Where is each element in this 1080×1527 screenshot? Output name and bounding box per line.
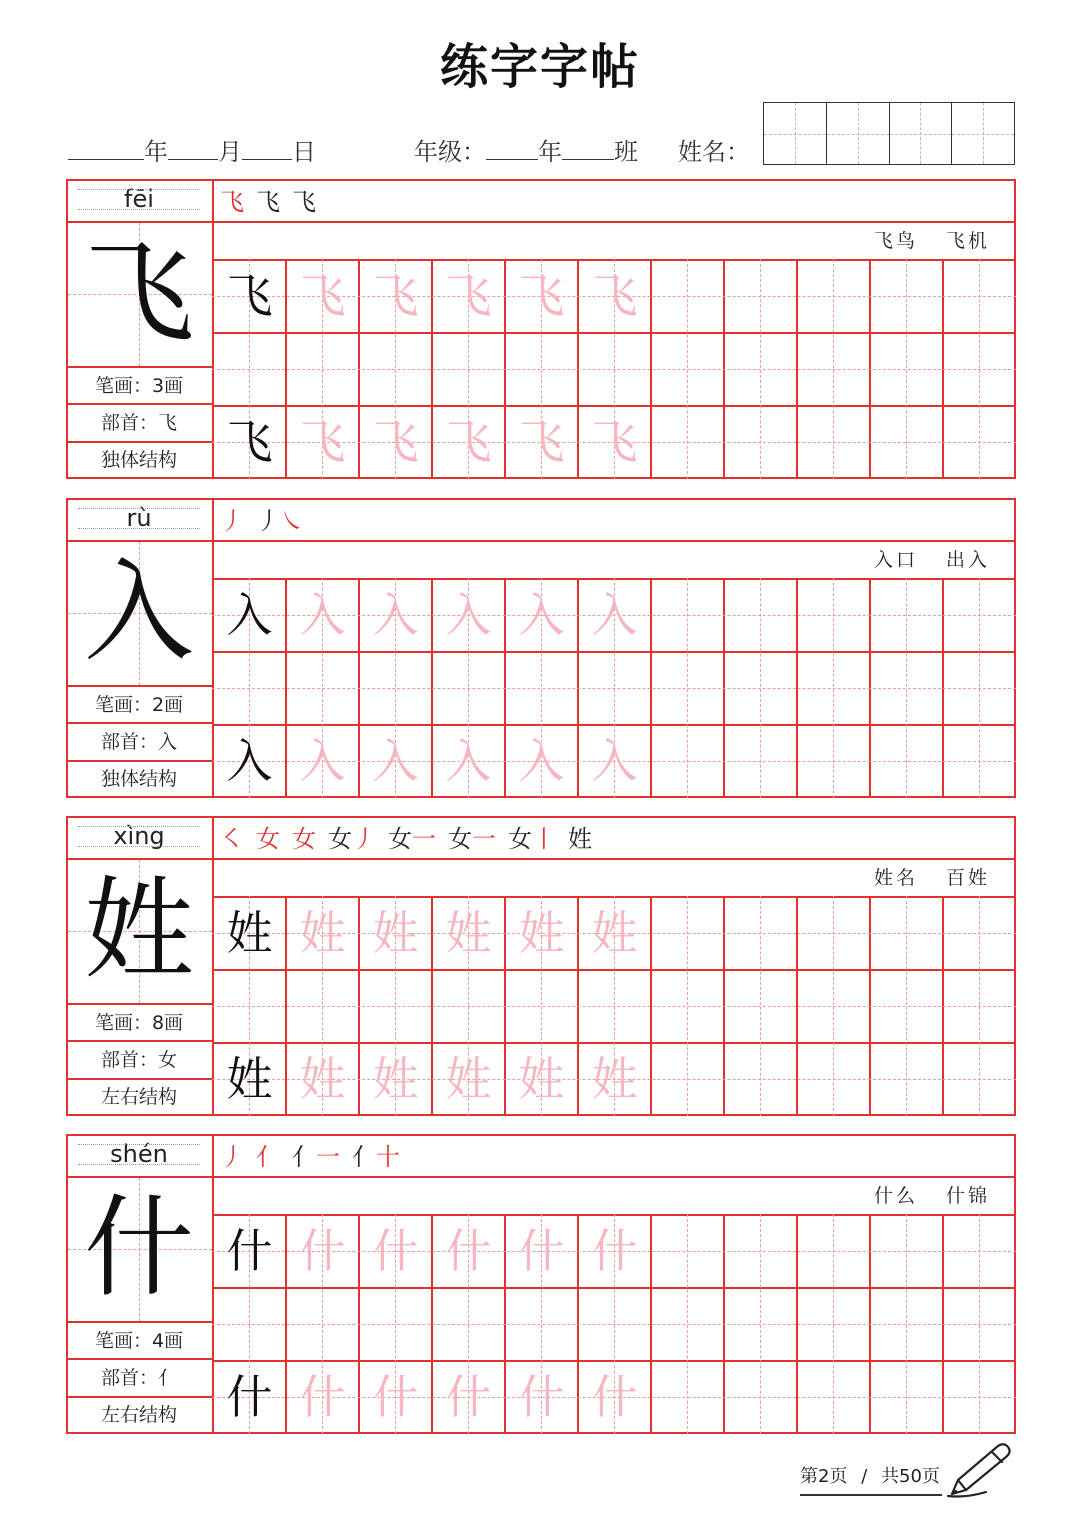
- guide-line: [687, 896, 688, 1116]
- model-character: 入: [226, 734, 273, 788]
- pinyin: rù: [126, 504, 152, 532]
- name-label: 姓名：: [678, 138, 750, 166]
- radical: 部首：女: [100, 1049, 177, 1071]
- class-line[interactable]: [414, 132, 638, 167]
- grade-label: 年级：: [414, 138, 486, 166]
- stroke-new: 丿: [352, 825, 376, 853]
- stroke-old: 丿: [256, 507, 280, 535]
- stroke-step: [220, 183, 244, 221]
- stroke-step: [508, 820, 556, 858]
- stroke-new: 丿: [220, 1143, 244, 1171]
- model-character: 什: [226, 1224, 273, 1278]
- stroke-new: ㇏: [280, 507, 304, 535]
- structure: 左右结构: [100, 1086, 177, 1108]
- stroke-old: 飞: [292, 188, 316, 216]
- trace-character: 姓: [591, 906, 638, 960]
- trace-character: 什: [299, 1370, 346, 1424]
- pinyin-guide: [78, 209, 200, 210]
- stroke-order: [220, 502, 316, 540]
- stroke-step: [256, 1138, 280, 1176]
- trace-character: 入: [445, 588, 492, 642]
- trace-character: 飞: [591, 415, 638, 469]
- month-label: 月: [218, 138, 242, 166]
- pinyin: shén: [110, 1140, 168, 1168]
- trace-character: 什: [591, 1224, 638, 1278]
- stroke-new: 丨: [532, 825, 556, 853]
- trace-character: 入: [518, 734, 565, 788]
- grid-line: [1014, 498, 1016, 798]
- guide-line: [833, 578, 834, 798]
- trace-character: 什: [299, 1224, 346, 1278]
- big-character: 飞: [84, 229, 194, 357]
- pinyin-guide: [78, 508, 200, 509]
- day-label: 日: [292, 138, 316, 166]
- model-character: 入: [226, 588, 273, 642]
- trace-character: 姓: [372, 906, 419, 960]
- trace-character: 什: [591, 1370, 638, 1424]
- trace-character: 姓: [445, 1052, 492, 1106]
- stroke-step: [256, 820, 280, 858]
- trace-character: 姓: [299, 1052, 346, 1106]
- stroke-step: [328, 820, 376, 858]
- guide-line: [979, 1214, 980, 1434]
- practice-block: [66, 816, 1016, 1116]
- trace-character: 飞: [299, 269, 346, 323]
- trace-character: 飞: [299, 415, 346, 469]
- stroke-new: 女: [256, 825, 280, 853]
- guide-line: [906, 896, 907, 1116]
- trace-character: 入: [372, 734, 419, 788]
- grid-line: [1014, 816, 1016, 1116]
- class-label: 班: [614, 138, 638, 166]
- stroke-order: [220, 183, 328, 221]
- structure: 独体结构: [100, 449, 177, 471]
- stroke-new: 丿: [220, 507, 244, 535]
- grid-line: [66, 1358, 212, 1360]
- trace-character: 什: [518, 1370, 565, 1424]
- practice-block: [66, 1134, 1016, 1434]
- example-word: 出入: [945, 549, 990, 571]
- pen-icon: [946, 1440, 1016, 1500]
- stroke-count: 笔画：4画: [94, 1330, 184, 1352]
- stroke-count: 笔画：8画: [94, 1012, 184, 1034]
- stroke-new: ㇛: [220, 825, 244, 853]
- guide-line: [687, 578, 688, 798]
- stroke-order: [220, 820, 604, 858]
- stroke-old: 亻: [292, 1143, 316, 1171]
- guide-line: [687, 1214, 688, 1434]
- page-separator: /: [861, 1466, 868, 1487]
- example-word: 入口: [873, 549, 918, 571]
- trace-character: 入: [445, 734, 492, 788]
- grid-line: [1014, 1134, 1016, 1434]
- trace-character: 什: [372, 1224, 419, 1278]
- guide-line: [760, 578, 761, 798]
- stroke-step: [292, 1138, 340, 1176]
- guide-line: [833, 259, 834, 479]
- model-character: 姓: [226, 1052, 273, 1106]
- stroke-old: 亻: [352, 1143, 376, 1171]
- stroke-old: 飞: [256, 188, 280, 216]
- trace-character: 飞: [372, 415, 419, 469]
- guide-line: [687, 259, 688, 479]
- stroke-new: 一: [412, 825, 436, 853]
- stroke-old: 女: [448, 825, 472, 853]
- stroke-order: [220, 1138, 412, 1176]
- guide-line: [906, 578, 907, 798]
- stroke-step: [352, 1138, 400, 1176]
- guide-line: [906, 259, 907, 479]
- pinyin-guide: [78, 1164, 200, 1165]
- page-total: 共50页: [881, 1466, 940, 1487]
- guide-line: [833, 1214, 834, 1434]
- trace-character: 飞: [518, 415, 565, 469]
- trace-character: 入: [591, 588, 638, 642]
- stroke-new: 女: [292, 825, 316, 853]
- stroke-step: [256, 183, 280, 221]
- guide-line: [979, 896, 980, 1116]
- footer-underline: [800, 1494, 942, 1496]
- trace-character: 入: [591, 734, 638, 788]
- year-label: 年: [144, 138, 168, 166]
- trace-character: 入: [299, 588, 346, 642]
- structure: 独体结构: [100, 768, 177, 790]
- stroke-step: [292, 183, 316, 221]
- practice-block: [66, 179, 1016, 479]
- stroke-step: [256, 502, 304, 540]
- model-character: 飞: [226, 269, 273, 323]
- page-number: 第2页: [800, 1466, 848, 1487]
- stroke-new: 一: [316, 1143, 340, 1171]
- grade-year-label: 年: [538, 138, 562, 166]
- example-words: [846, 860, 990, 896]
- guide-line: [979, 259, 980, 479]
- big-character: 入: [84, 548, 194, 676]
- model-character: 姓: [226, 906, 273, 960]
- big-character: 姓: [84, 866, 194, 994]
- grid-line: [66, 685, 212, 687]
- pinyin-guide: [78, 1144, 200, 1145]
- example-words: [846, 1178, 990, 1214]
- pinyin: fēi: [124, 185, 154, 213]
- guide-line: [760, 259, 761, 479]
- trace-character: 姓: [591, 1052, 638, 1106]
- structure: 左右结构: [100, 1404, 177, 1426]
- stroke-old: 女: [508, 825, 532, 853]
- pinyin-guide: [78, 189, 200, 190]
- stroke-step: [220, 1138, 244, 1176]
- trace-character: 入: [372, 588, 419, 642]
- model-character: 飞: [226, 415, 273, 469]
- example-words: [846, 223, 990, 259]
- grid-line: [66, 403, 212, 405]
- trace-character: 什: [445, 1224, 492, 1278]
- stroke-step: [220, 502, 244, 540]
- trace-character: 姓: [445, 906, 492, 960]
- stroke-old: 女: [388, 825, 412, 853]
- example-word: 飞机: [945, 230, 990, 252]
- trace-character: 飞: [445, 415, 492, 469]
- trace-character: 飞: [518, 269, 565, 323]
- grid-line: [66, 366, 212, 368]
- trace-character: 什: [445, 1370, 492, 1424]
- pinyin-guide: [78, 846, 200, 847]
- trace-character: 姓: [518, 1052, 565, 1106]
- stroke-new: 一: [472, 825, 496, 853]
- grid-line: [66, 1321, 212, 1323]
- practice-block: [66, 498, 1016, 798]
- radical: 部首：飞: [100, 412, 177, 434]
- trace-character: 姓: [299, 906, 346, 960]
- guide-line: [760, 896, 761, 1116]
- stroke-new: 飞: [220, 188, 244, 216]
- grid-line: [1014, 179, 1016, 479]
- guide-line: [906, 1214, 907, 1434]
- example-word: 什锦: [945, 1185, 990, 1207]
- guide-line: [979, 578, 980, 798]
- name-box[interactable]: [764, 103, 827, 164]
- trace-character: 飞: [591, 269, 638, 323]
- name-box[interactable]: [890, 103, 953, 164]
- example-word: 什么: [873, 1185, 918, 1207]
- model-character: 什: [226, 1370, 273, 1424]
- grid-line: [66, 722, 212, 724]
- trace-character: 什: [372, 1370, 419, 1424]
- stroke-step: [220, 820, 244, 858]
- pinyin: xìng: [113, 822, 165, 850]
- example-word: 姓名: [873, 867, 918, 889]
- stroke-step: [448, 820, 496, 858]
- stroke-step: [292, 820, 316, 858]
- grid-line: [66, 1003, 212, 1005]
- trace-character: 入: [299, 734, 346, 788]
- stroke-count: 笔画：3画: [94, 375, 184, 397]
- trace-character: 飞: [445, 269, 492, 323]
- guide-line: [760, 1214, 761, 1434]
- trace-character: 飞: [372, 269, 419, 323]
- trace-character: 什: [518, 1224, 565, 1278]
- radical: 部首：亻: [100, 1367, 177, 1389]
- stroke-step: [388, 820, 436, 858]
- stroke-count: 笔画：2画: [94, 694, 184, 716]
- pinyin-guide: [78, 826, 200, 827]
- stroke-old: 姓: [568, 825, 592, 853]
- name-box[interactable]: [827, 103, 890, 164]
- stroke-new: 十: [376, 1143, 400, 1171]
- page-indicator: [800, 1462, 940, 1488]
- page-title: 练字字帖: [439, 39, 640, 95]
- example-word: 百姓: [945, 867, 990, 889]
- example-word: 飞鸟: [873, 230, 918, 252]
- stroke-new: 亻: [256, 1143, 280, 1171]
- date-line[interactable]: [68, 132, 316, 167]
- name-box[interactable]: [952, 103, 1014, 164]
- guide-line: [833, 896, 834, 1116]
- name-boxes[interactable]: [763, 102, 1015, 165]
- radical: 部首：入: [100, 731, 177, 753]
- trace-character: 入: [518, 588, 565, 642]
- stroke-step: [568, 820, 592, 858]
- example-words: [846, 542, 990, 578]
- big-character: 什: [84, 1184, 194, 1312]
- trace-character: 姓: [372, 1052, 419, 1106]
- stroke-old: 女: [328, 825, 352, 853]
- trace-character: 姓: [518, 906, 565, 960]
- grid-line: [66, 1040, 212, 1042]
- pinyin-guide: [78, 528, 200, 529]
